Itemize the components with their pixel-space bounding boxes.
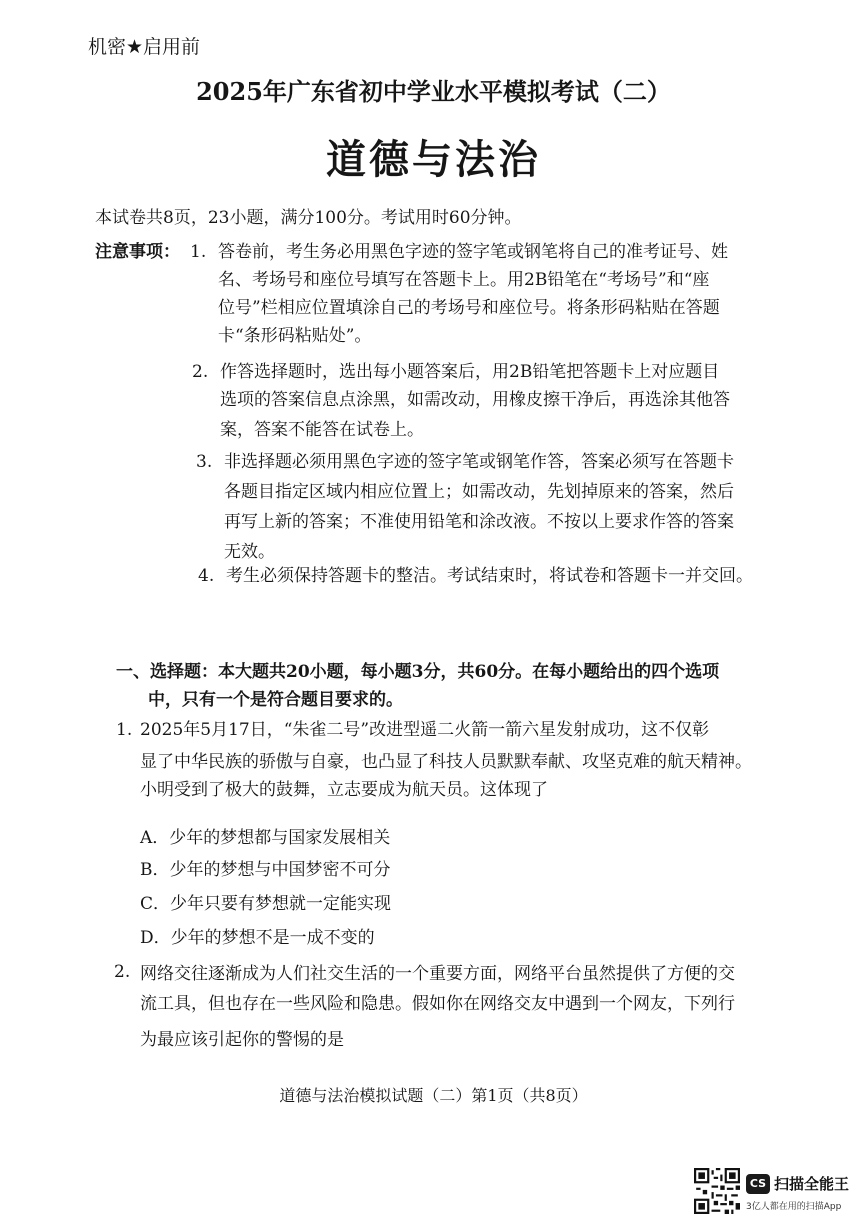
note-line: 卡“条形码粘贴处”。 (218, 326, 372, 346)
note-line: 答卷前，考生务必用黑色字迹的签字笔或钢笔将自己的准考证号、姓 (218, 242, 728, 262)
exam-intro: 本试卷共8页，23小题，满分100分。考试用时60分钟。 (95, 208, 522, 228)
question-text: 网络交往逐渐成为人们社交生活的一个重要方面，网络平台虽然提供了方便的交 (140, 964, 735, 984)
camscanner-brand: 扫描全能王 (774, 1175, 850, 1193)
note-line: 位号”栏相应位置填涂自己的考场号和座位号。将条形码粘贴在答题 (218, 298, 720, 318)
note-line: 名、考场号和座位号填写在答题卡上。用2B铅笔在“考场号”和“座 (218, 270, 710, 290)
option-a: A．少年的梦想都与国家发展相关 (140, 828, 391, 848)
note-line: 作答选择题时，选出每小题答案后，用2B铅笔把答题卡上对应题目 (220, 362, 720, 382)
option-c: C．少年只要有梦想就一定能实现 (140, 894, 392, 914)
camscanner-tagline: 3亿人都在用的扫描App (746, 1202, 842, 1212)
note-line: 各题目指定区域内相应位置上；如需改动，先划掉原来的答案，然后 (224, 482, 734, 502)
question-text: 为最应该引起你的警惕的是 (140, 1030, 344, 1050)
notes-label: 注意事项： (95, 242, 180, 262)
question-number: 2. (114, 962, 131, 982)
note-line: 再写上新的答案；不准使用铅笔和涂改液。不按以上要求作答的答案 (224, 512, 734, 532)
option-b: B．少年的梦想与中国梦密不可分 (140, 860, 391, 880)
question-text: 小明受到了极大的鼓舞，立志要成为航天员。这体现了 (140, 780, 548, 800)
page-footer: 道德与法治模拟试题（二）第1页（共8页） (279, 1086, 588, 1105)
subject-title: 道德与法治 (326, 136, 541, 183)
scanner-watermark (694, 1168, 854, 1220)
confidential-label: 机密★启用前 (88, 36, 201, 58)
question-number: 1. (116, 720, 133, 740)
option-d: D．少年的梦想不是一成不变的 (140, 928, 375, 948)
question-text: 显了中华民族的骄傲与自豪，也凸显了科技人员默默奉献、攻坚克难的航天精神。 (140, 752, 752, 772)
qr-code-icon (694, 1168, 740, 1214)
note-number: 3. (196, 452, 213, 472)
section-heading-cont: 中，只有一个是符合题目要求的。 (148, 690, 403, 710)
note-line: 考生必须保持答题卡的整洁。考试结束时，将试卷和答题卡一并交回。 (226, 566, 753, 586)
note-line: 选项的答案信息点涂黑，如需改动，用橡皮擦干净后，再选涂其他答 (220, 390, 730, 410)
camscanner-logo: CS (746, 1174, 770, 1194)
note-line: 非选择题必须用黑色字迹的签字笔或钢笔作答，答案必须写在答题卡 (224, 452, 734, 472)
section-heading: 一、选择题：本大题共20小题，每小题3分，共60分。在每小题给出的四个选项 (116, 662, 720, 682)
exam-title: 2025年广东省初中学业水平模拟考试（二） (196, 77, 671, 106)
question-text: 2025年5月17日，“朱雀二号”改进型遥二火箭一箭六星发射成功，这不仅彰 (140, 720, 710, 740)
note-number: 1. (190, 242, 207, 262)
note-number: 4. (198, 566, 215, 586)
note-line: 案，答案不能答在试卷上。 (220, 420, 424, 440)
note-line: 无效。 (224, 542, 275, 562)
question-text: 流工具，但也存在一些风险和隐患。假如你在网络交友中遇到一个网友，下列行 (140, 994, 735, 1014)
note-number: 2. (192, 362, 209, 382)
